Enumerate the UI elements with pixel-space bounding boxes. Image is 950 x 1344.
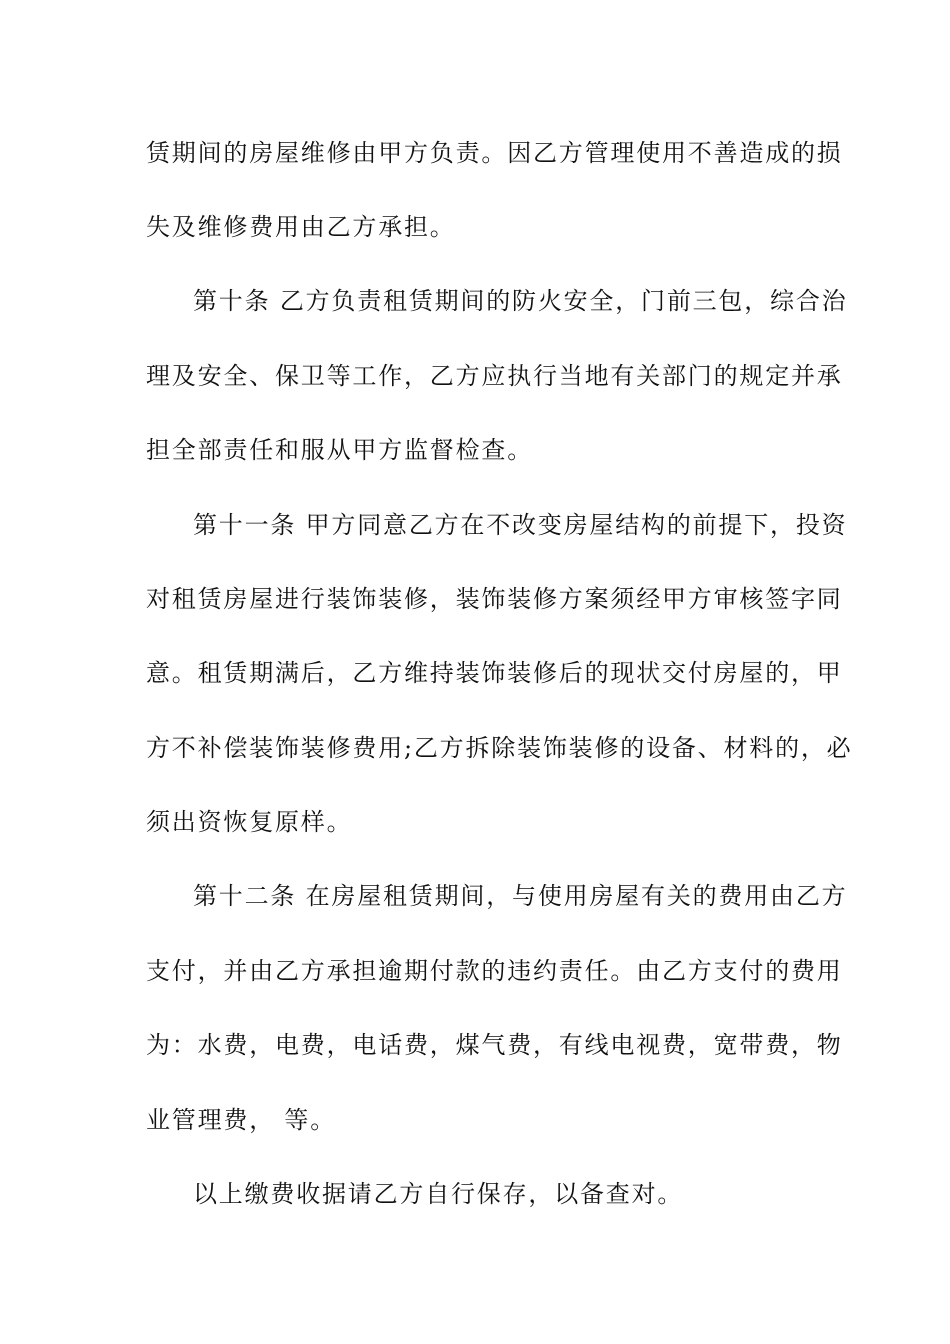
- text-line: 支付，并由乙方承担逾期付款的违约责任。由乙方支付的费用: [146, 957, 843, 985]
- article-11-heading-line: 第十一条 甲方同意乙方在不改变房屋结构的前提下，投资: [193, 511, 848, 539]
- article-12-heading-line: 第十二条 在房屋租赁期间，与使用房屋有关的费用由乙方: [193, 882, 848, 910]
- text-line: 业管理费， 等。: [146, 1106, 337, 1134]
- closing-note-line: 以上缴费收据请乙方自行保存，以备查对。: [193, 1180, 684, 1208]
- text-line: 失及维修费用由乙方承担。: [146, 213, 456, 241]
- text-line: 担全部责任和服从甲方监督检查。: [146, 436, 533, 464]
- text-line: 赁期间的房屋维修由甲方负责。因乙方管理使用不善造成的损: [146, 139, 843, 167]
- text-line: 对租赁房屋进行装饰装修，装饰装修方案须经甲方审核签字同: [146, 585, 843, 613]
- text-line: 理及安全、保卫等工作，乙方应执行当地有关部门的规定并承: [146, 362, 843, 390]
- text-line: 须出资恢复原样。: [146, 808, 353, 836]
- text-line: 为：水费，电费，电话费，煤气费，有线电视费，宽带费，物: [146, 1031, 843, 1059]
- text-line: 方不补偿装饰装修费用;乙方拆除装饰装修的设备、材料的，必: [146, 734, 853, 762]
- article-10-heading-line: 第十条 乙方负责租赁期间的防火安全，门前三包，综合治: [193, 287, 848, 315]
- text-line: 意。租赁期满后，乙方维持装饰装修后的现状交付房屋的，甲: [146, 659, 843, 687]
